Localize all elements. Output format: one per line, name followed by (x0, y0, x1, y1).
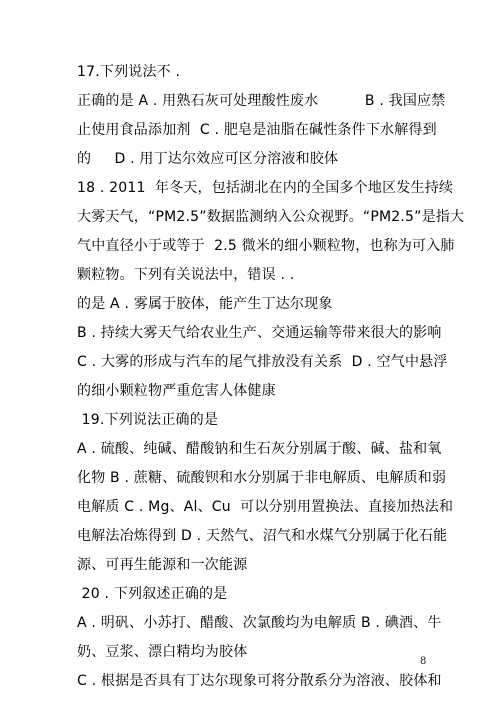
text-line: A . 明矾、小苏打、醋酸、次氯酸均为电解质 B . 碘酒、牛 (77, 615, 442, 631)
text-line: 19.下列说法正确的是 (77, 412, 219, 428)
text-line: 电解法冶炼得到 D . 天然气、沼气和水煤气分别属于化石能 (77, 528, 448, 544)
text-line: C . 根据是否具有丁达尔现象可将分散系分为溶液、胶体和 (77, 673, 442, 689)
text-line: 源、可再生能源和一次能源 (77, 557, 248, 573)
text-line: B . 持续大雾天气给农业生产、交通运输等带来很大的影响 (77, 325, 442, 341)
text-line: 的 D . 用丁达尔效应可区分溶液和胶体 (77, 151, 339, 167)
text-line: 奶、豆浆、漂白精均为胶体 (77, 644, 248, 660)
text-line: 化物 B . 蔗糖、硫酸钡和水分别属于非电解质、电解质和弱 (77, 470, 447, 486)
text-line: 气中直径小于或等于 2.5 微米的细小颗粒物，也称为可入肺 (77, 238, 455, 254)
text-line: 大雾天气，“PM2.5”数据监测纳入公众视野。“PM2.5”是指大 (77, 209, 465, 225)
text-line: 20 . 下列叙述正确的是 (77, 586, 228, 602)
text-line: 颗粒物。下列有关说法中，错误 . . (77, 267, 295, 283)
text-line: 17.下列说法不 . (77, 64, 181, 80)
text-line: 止使用食品添加剂 C . 肥皂是油脂在碱性条件下水解得到 (77, 122, 437, 138)
text-line: 的细小颗粒物严重危害人体健康 (77, 383, 276, 399)
text-line: 电解质 C . Mg、Al、Cu 可以分别用置换法、直接加热法和 (77, 499, 454, 515)
text-line: 正确的是 A . 用熟石灰可处理酸性废水 B . 我国应禁 (77, 93, 446, 109)
text-line: A . 硫酸、纯碱、醋酸钠和生石灰分别属于酸、碱、盐和氧 (77, 441, 442, 457)
page-number: 8 (420, 656, 427, 667)
text-line: 18 . 2011 年冬天，包括湖北在内的全国多个地区发生持续 (77, 180, 454, 196)
text-line: 的是 A . 雾属于胶体，能产生丁达尔现象 (77, 296, 333, 312)
text-line: C . 大雾的形成与汽车的尾气排放没有关系 D . 空气中悬浮 (77, 354, 448, 370)
